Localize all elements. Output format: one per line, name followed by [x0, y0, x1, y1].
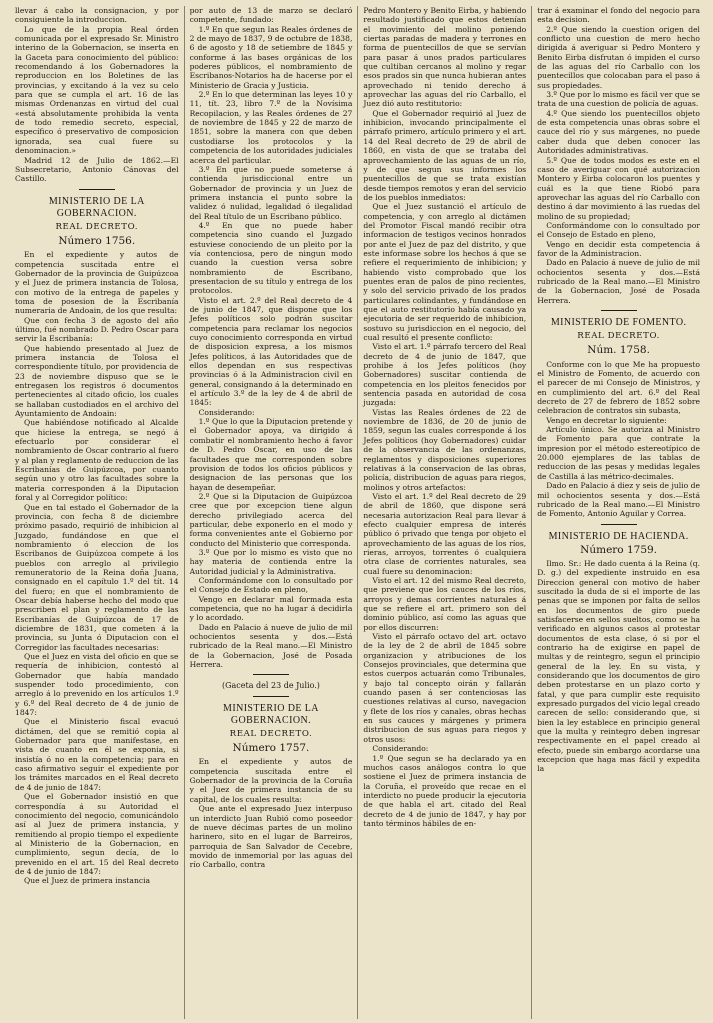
paragraph: Que el Ministerio fiscal evacuó dictámen, del que se remitió copia al Gobernador para que manifestase, en vista de cuanto en él se exponia, si insistía ó no en la competencia; para en caso afirmativo seguir el expediente por los trámites marcados en el Real decreto de 4 de junio de 1847: — [15, 717, 179, 792]
divider-rule — [253, 696, 289, 697]
paragraph: Ilmo. Sr.: He dado cuenta á la Reina (q. D. g.) del expediente instruido en esa Direccion general con motivo de haber suscitado la duda de si el importe de las penas que se imponen por falta de sellos en los documentos de giro puede satisfacerse en sellos sueltos, como se ha verificado en algunos casos al protestar documentos de esta clase, ó si por el contrario ha de exigirse en papel de multas y de reintegro, segun el principio general de la ley. En su vista, y considerando que los documentos de giro deben protestarse en un plazo corto y fatal, y que para cumplir este requisito expresado purgados del vicio legal creado carecen de sello: considerando que, si bien la ley establece en principio general que la multa y reintegro deben ingresar respectivamente en el papel creado al efecto, puede sin embargo acordarse una excepcion que haga mas fácil y expedita la — [537, 558, 700, 774]
signature: Dado en Palacio á nueve de julio de mil ochocientos sesenta y dos.—Está rubricado de la Real mano.—El Ministro de la Gobernacion, José de Posada Herrera. — [537, 258, 700, 305]
paragraph: Artículo único. Se autoriza al Ministro de Fomento para que contrate la impresion por el método estereotípico de 20.000 ejemplares de las tablas de reduccion de las pesas y medidas legales de Castilla á las métrico-decimales. — [537, 425, 700, 481]
signature: Madrid 12 de Julio de 1862.—El Subsecretario, Antonio Cánovas del Castillo. — [15, 155, 179, 184]
paragraph: En el expediente y autos de competencia suscitada entre el Gobernador de la provincia de la Coruña y el Juez de primera instancia de su capital, de los cuales resulta: — [189, 757, 353, 804]
paragraph: trar á examinar el fondo del negocio para esta decision. — [537, 6, 700, 25]
paragraph: Visto el párrafo octavo del art. octavo de la ley de 2 de abril de 1845 sobre organizacion y atribuciones de los Consejos provinciales, que determina que estos cuerpos actuarán como Tribunales, y bajo tal concepto oirán y fallarán cuando pasen á ser contenciosas las cuestiones relativas al curso, navegacion y flete de los ríos y canales, obras hechas en sus cauces y márgenes y primera distribucion de sus aguas para riegos y otros usos: — [363, 632, 527, 744]
paragraph: Visto el art. 1.º párrafo tercero del Real decreto de 4 de junio de 1847, que prohibe á los Jefes políticos (hoy Gobernadores) suscitar contienda de competencia en los pleitos fenecidos por sentencia pasada en autoridad de cosa juzgada: — [363, 342, 527, 408]
divider-rule — [253, 674, 289, 675]
paragraph: 1.º En que segun las Reales órdenes de 2 de mayo de 1837, 9 de octubre de 1838, 6 de agosto y 18 de setiembre de 1845 y conforme á las bases orgánicas de los poderes públicos, el nombramiento de Escribanos-Notarios ha de hacerse por el Ministerio de Gracia y Justicia. — [189, 24, 353, 90]
decree-label: REAL DECRETO. — [229, 728, 313, 739]
paragraph: Conformándome con lo consultado por el Consejo de Estado en pleno, — [189, 575, 353, 595]
paragraph: Visto el art. 2.º del Real decreto de 4 de junio de 1847, que dispone que los Jefes políticos solo podrán suscitar competencia para reclamar los negocios cuyo conocimiento corresponda en virtud de disposicion expresa, a los mismos Jefes políticos, á las Autoridades que de ellos dependan en sus respectivas provincias ó á la Administracion civil en general, consignando á la determinado en el artículo 3.º de la ley de 4 de abril de 1845: — [189, 295, 353, 408]
ministry-header: MINISTERIO DE HACIENDA. — [548, 530, 689, 542]
paragraph: Visto el art. 1.º del Real decreto de 29 de abril de 1860, que dispone será necesaria autorizacion Real para llevar á efecto cualquier empresa de interés público ó privado que tenga por objeto el aprovechamiento de las aguas de los ríos, rieras, arroyos, torrentes ó cualquiera otra clase de corrientes naturales, sea cual fuere su denominacion: — [363, 491, 527, 576]
paragraph: por auto de 13 de marzo se declaró competente, fundado: — [189, 6, 353, 25]
paragraph: 5.º Que de todos modos es este en el caso de averiguar con qué autorizacion Montero y Eirba colocaron los puentes y cuál es la que tiene Riobó para aprovechar las aguas del río Carballo con destino á dar movimiento á las ruedas del molino de su propiedad; — [537, 155, 700, 221]
paragraph: Que el Gobernador requirió al Juez de inhibicion, invocando principalmente el párrafo primero, artículo primero y el art. 14 del Real decreto de 29 de abril de 1860, en vista de que se trataba del aprovechamiento de las aguas de un río, y de que segun sus informes los puentecillos de que se trata existían desde tiempos remotos y eran del servicio de los pueblos inmediatos: — [363, 108, 527, 202]
paragraph: Vengo en decretar lo siguiente: — [546, 415, 667, 425]
ministry-header: MINISTERIO DE FOMENTO. — [550, 317, 687, 328]
paragraph: 2.º Que si la Diputacion de Guipúzcoa cree que por excepcion tiene algun derecho privilegiado acerca del particular, debe exponerlo en el modo y forma convenientes ante el Gobierno por conducto del Ministerio que corresponda. — [189, 491, 353, 548]
paragraph: Que el Gobernador insistió en que correspondía á su Autoridad el conocimiento del negocio, comunicándolo así al Juez de primera instancia, y remitiendo al propio tiempo el expediente al Ministerio de la Gobernacion, en cumplimiento, segun decía, de lo prevenido en el art. 15 del Real decreto de 4 de junio de 1847: — [15, 792, 179, 876]
paragraph: 3.º En que no puede someterse á contienda jurisdiccional entre un Gobernador de provincia y un Juez de primera instancia el punto sobre la validez ó nulidad, legalidad ó ilegalidad del Real título de un Escribano público. — [189, 164, 353, 221]
paragraph: Lo que de la propia Real órden comunicada por el expresado Sr. Ministro interino de la Gobernacion, se inserta en la Gaceta para conocimiento del público: recomendando á los Gobernadores la reproduccion en los Boletines de las provincias, y excitando á la vez su celo para que se cumpla el art. 16 de las mismas Ordenanzas en virtud del cual «está absolutamente prohibida la venta de todo remedio secreto, especial, específico ó preservativo de composicion ignorada, sea cual fuere su denominacion.» — [15, 24, 179, 156]
decree-number: Número 1756. — [58, 234, 136, 247]
paragraph: En el expediente y autos de competencia suscitada entre el Gobernador de la provincia de Guipúzcoa y el Juez de primera instancia de Tolosa, con motivo de la entrega de papeles y toma de posesion de la Escribanía numeraria de Andoain, de los que resulta: — [15, 250, 179, 316]
column-1 — [10, 6, 184, 1019]
paragraph: Que habiendo presentado al Juez de primera instancia de Tolosa el correspondiente título, por providencia de 23 de noviembre dispuso que se le entregasen los registros ó documentos pertenecientes al citado oficio, los cuales se hallaban custodiados en el archivo del Ayuntamiento de Andoain: — [15, 343, 179, 419]
paragraph: Considerando: — [372, 744, 429, 754]
paragraph: Que ante el expresado Juez interpuso un interdicto Juan Rubió como poseedor de nueve décimas partes de un molino harinero, sito en el lugar de Barreiros, parroquia de San Salvador de Cecebre, movido de inmemorial por las aguas del río Carballo, contra — [189, 804, 353, 870]
paragraph: Considerando: — [198, 407, 255, 417]
paragraph: 1.º Que segun se ha declarado ya en muchos casos análogos contra lo que sostiene el Juez de primera instancia de la Coruña, el proveído que recae en el interdicto no puede producir la ejecutoria de que habla el art. citado del Real decreto de 4 de junio de 1847, y hay por tanto términos hábiles de en- — [363, 753, 527, 828]
paragraph: Que en tal estado el Gobernador de la provincia, con fecha 8 de diciembre próximo pasado, requirió de inhibicion al Juzgado, fundándose en que el nombramiento ó eleccion de los Escribanos de Guipúzcoa compete á los pueblos con arreglo al privilegio remuneratorio de la Reina doña Juana, consignado en el capítulo 1.º del tít. 14 del fuero; en que el nombramiento de Oscar debía haberse hecho del modo que prescriben el plan y reglamento de las Escribanías de Guipúzcoa de 17 de diciembre de 1831, que cometen á la provincia, su Junta ó Diputacion con el Corregidor las facultades necesarias: — [15, 502, 179, 652]
paragraph: Que el Juez en vista del oficio en que se requería de inhibicion, contestó al Gobernador que había mandado suspender todo procedimiento, con arreglo á lo prevenido en los artículos 1.º y 6.º del Real decreto de 4 de junio de 1847: — [15, 652, 179, 718]
decree-number: Núm. 1758. — [587, 344, 650, 357]
gazette-date: (Gaceta del 23 de Julio.) — [222, 681, 320, 691]
paragraph: Conforme con lo que Me ha propuesto el Ministro de Fomento, de acuerdo con el parecer de mi Consejo de Ministros, y en cumplimiento del art. 6.º del Real decreto de 27 de febrero de 1852 sobre celebracion de contratos sin subasta, — [537, 359, 700, 416]
decree-label: REAL DECRETO. — [577, 331, 660, 341]
paragraph: 1.º Que lo que la Diputacion pretende y el Gobernador apoya, va dirigido á combatir el nombramiento hecho á favor de D. Pedro Oscar, en uso de las facultades que me corresponden sobre provision de todos los oficios públicos y designacion de las personas que los hayan de desempeñar. — [189, 417, 353, 492]
signature: Dado en Palacio á nueve de julio de mil ochocientos sesenta y dos.—Está rubricado de la Real mano.—El Ministro de la Gobernacion, José de Posada Herrera. — [189, 622, 353, 670]
column-3 — [357, 6, 531, 1019]
paragraph: 2.º En lo que determinan las leyes 10 y 11, tít. 23, libro 7.º de la Novísima Recopilacion, y las Reales órdenes de 27 de noviembre de 1845 y 22 de marzo de 1851, sobre la manera con que deben custodiarse los protocolos y la competencia de los autoridades judiciales acerca del particular. — [189, 90, 353, 165]
paragraph: Pedro Montero y Benito Eirba, y habiendo resultado justificado que estos detenían el movimiento del molino poniendo ciertas paradas de madera y terrones en forma de puentecillos de que se servían para pasar á unos prados particulares que cultiban cercanos al molino y regar esos prados sin que nunca hubieran antes aprovechado ni tenido derecho á aprovechar las aguas del río Carballo, el Juez dió auto restitutorio: — [363, 6, 527, 109]
paragraph: Conformándome con lo consultado por el Consejo de Estado en pleno, — [537, 220, 700, 240]
paragraph: Visto el art. 12 del mismo Real decreto, que previene que los cauces de los ríos, arroyos y demas corrientes naturales á que se refiere el art. primero son del dominio público, así como las aguas que por ellos discurren: — [363, 575, 527, 632]
paragraph: Vengo en decidir esta competencia á favor de la Administracion. — [537, 239, 700, 258]
decree-number: Número 1759. — [580, 543, 658, 556]
column-4 — [531, 6, 705, 1019]
paragraph: Que el Juez de primera instancia — [24, 876, 151, 886]
paragraph: Que con fecha 3 de agosto del año último, fué nombrado D. Pedro Oscar para servir la Escribanía: — [15, 315, 179, 344]
divider-rule — [601, 524, 637, 525]
paragraph: 4.º Que siendo los puentecillos objeto de esta competencia unas obras sobre el cauce del río y sus márgenes, no puede caber duda que deben conocer las Autoridades administrativas. — [537, 108, 700, 156]
paragraph: Que habiéndose notificado al Alcalde que hiciese la entrega, se negó á efectuarlo por considerar el nombramiento de Oscar contrario al fuero y al plan y reglamento de reduccion de las Escribanías de Guipúzcoa, por cuanto según uno y otro las facultades sobre la materia corresponden á la Diputacion foral y al Corregidor político: — [15, 418, 179, 503]
decree-number: Número 1757. — [232, 742, 310, 755]
paragraph: 3.º Que por lo mismo es fácil ver que se trata de una cuestion de policía de aguas. — [537, 90, 700, 109]
paragraph: 4.º En que no puede haber competencia sino cuando el Juzgado estuviese conociendo de un pleito por la vía contenciosa, pero de ningun modo cuando la cuestion versa sobre nombramiento de Escribano, presentacion de su título y entrega de los protocolos. — [189, 220, 353, 296]
paragraph: Vistas las Reales órdenes de 22 de noviembre de 1836, de 20 de junio de 1859, segun las cuales corresponde á los Jefes políticos (hoy Gobernadores) cuidar de la observancia de las ordenanzas, reglamentos y disposiciones superiores relativas á la conservacion de las obras, policía, distribucion de aguas para riegos, molinos y otros artefactos: — [363, 407, 527, 492]
ministry-header: MINISTERIO DE LA GOBERNACION. — [223, 702, 319, 726]
column-2 — [184, 6, 358, 1019]
decree-label: REAL DECRETO. — [55, 221, 139, 232]
divider-rule — [601, 310, 637, 311]
paragraph: 2.º Que siendo la cuestion origen del conflicto una cuestion de mero hecho dirigida á averiguar si Pedro Montero y Benito Eirba disfrutan ó impiden el curso de las aguas del río Carballo con los puentecillos que colocaban para el paso á sus propiedades. — [537, 24, 700, 90]
paragraph: Que el Juez sustanció el artículo de competencia, y con arreglo al dictámen del Promotor Fiscal mandó recibir otra informacion de testigos vecinos honrados por ante el Juez de paz del distrito, y que este informase sobre los hechos á que se refiere el requerimiento de inhibicion; y habiendo visto comprobado que los puentes eran de palos de pino recientes, y solo del servicio privado de los prados particulares colindantes, y fundándose en que el auto restitutorio había causado ya ejecutoria de ser requerido de inhibicion, sostuvo su jurisdiccion en el negocio, del cual resultó el presente conflicto: — [363, 202, 527, 343]
paragraph: Vengo en declarar mal formada esta competencia, que no ha lugar á decidirla y lo acordado. — [189, 594, 353, 623]
paragraph: 3.º Que por lo mismo es visto que no hay materia de contienda entre la Autoridad judicial y la Administrativa. — [189, 547, 353, 576]
signature: Dado en Palacio á diez y seis de julio de mil ochocientos sesenta y dos.—Está rubricado de la Real mano.—El Ministro de Fomento, Antonio Aguilar y Correa. — [537, 481, 700, 519]
ministry-header: MINISTERIO DE LA GOBERNACION. — [48, 195, 145, 219]
paragraph: llevar á cabo la consignacion, y por consiguiente la introduccion. — [15, 6, 179, 25]
divider-rule — [79, 189, 115, 190]
